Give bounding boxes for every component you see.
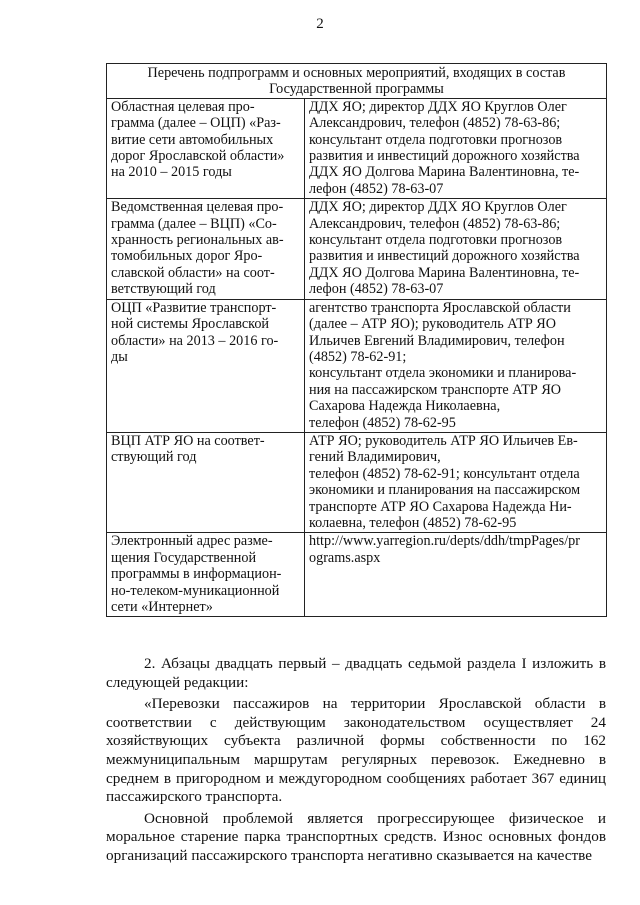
paragraph-problem: Основной проблемой является прогрессирующее физическое и моральное старение парка транспортных средств. Износ основных фондов организаций пассажирского транспорта негативно сказывается на качестве [106,809,606,864]
responsible-contact-line: (далее – АТР ЯО); руководитель АТР ЯО [309,316,557,333]
responsible-contact-line: телефон (4852) 78-62-95 [309,414,456,431]
program-url-line[interactable]: http://www.yarregion.ru/depts/ddh/tmpPages/pr [309,533,580,550]
subprogram-name-line: Электронный адрес разме- [111,533,273,550]
responsible-contact-line: ния на пассажирском транспорте АТР ЯО [309,381,562,398]
responsible-contact-line: ДДХ ЯО; директор ДДХ ЯО Круглов Олег [309,199,567,216]
subprogram-name-line: ствующий год [111,449,197,466]
table-row [107,533,607,617]
subprogram-name-line: витие сети автомобильных [111,131,274,148]
responsible-contact-line: развития и инвестиций дорожного хозяйства [309,248,580,265]
subprogram-name-line: ВЦП АТР ЯО на соответ- [111,432,265,449]
responsible-contact-line: ДДХ ЯО Долгова Марина Валентиновна, те- [309,164,580,181]
subprogram-name-line: Ведомственная целевая про- [111,199,284,216]
responsible-contact-line: лефон (4852) 78-63-07 [309,281,444,298]
responsible-contact-cell [305,98,607,198]
subprogram-name-line: Областная целевая про- [111,98,255,115]
subprogram-name-line: но-телеком-муникационной [111,582,280,599]
paragraph-transport: «Перевозки пассажиров на территории Ярославской области в соответствии с действующим законодательством осуществляет 24 хозяйствующих субъекта различной формы собственности по 162 межмуниципальным маршрутам регулярных перевозок. Ежедневно в среднем в пригородном и междугородном сообщениях работает 367 единиц пассажирского транспорта. [106,695,606,806]
responsible-contact-line: гений Владимирович, [309,449,441,466]
subprograms-table [106,63,607,617]
responsible-contact-line: экономики и планирования на пассажирском [309,482,581,499]
responsible-contact-line: консультант отдела подготовки прогнозов [309,232,563,249]
table-header-row [107,64,607,99]
responsible-contact-cell [305,299,607,432]
responsible-contact-line: ДДХ ЯО Долгова Марина Валентиновна, те- [309,264,580,281]
body-text [106,655,606,866]
subprogram-name-line: области» на 2013 – 2016 го- [111,332,279,349]
subprogram-name-cell [107,299,305,432]
table-header: Перечень подпрограмм и основных мероприятий, входящих в состав Государственной программы [107,64,607,99]
responsible-contact-line: телефон (4852) 78-62-91; консультант отдела [309,465,580,482]
responsible-contact-line: колаевна, телефон (4852) 78-62-95 [309,514,517,531]
responsible-contact-line: Сахарова Надежда Николаевна, [309,398,501,415]
program-url-line[interactable]: ograms.aspx [309,549,381,566]
subprogram-name-line: программы в информацион- [111,566,282,583]
table-row [107,98,607,198]
subprogram-name-line: ды [111,348,128,365]
table-row [107,199,607,299]
paragraph-instruction: 2. Абзацы двадцать первый – двадцать седьмой раздела I изложить в следующей редакции: [106,655,606,691]
subprogram-name-line: славской области» на соот- [111,264,275,281]
subprogram-name-cell [107,533,305,617]
subprogram-name-line: дорог Ярославской области» [111,148,285,165]
subprogram-name-line: ветствующий год [111,281,216,298]
responsible-contact-line: Александрович, телефон (4852) 78-63-86; [309,215,561,232]
responsible-contact-line: АТР ЯО; руководитель АТР ЯО Ильичев Ев- [309,432,578,449]
subprogram-name-line: сети «Интернет» [111,599,213,615]
responsible-contact-line: (4852) 78-62-91; [309,348,407,365]
responsible-contact-cell [305,199,607,299]
page-number: 2 [316,16,324,32]
subprogram-name-line: хранность региональных ав- [111,232,284,249]
table-row [107,299,607,432]
table-row [107,432,607,532]
responsible-contact-line: ДДХ ЯО; директор ДДХ ЯО Круглов Олег [309,98,567,115]
subprogram-name-cell [107,199,305,299]
responsible-contact-line: Александрович, телефон (4852) 78-63-86; [309,115,561,132]
subprogram-name-line: на 2010 – 2015 годы [111,164,232,181]
subprogram-name-line: грамма (далее – ОЦП) «Раз- [111,115,281,132]
subprogram-name-line: томобильных дорог Яро- [111,248,263,265]
subprogram-name-cell [107,432,305,532]
responsible-contact-line: лефон (4852) 78-63-07 [309,180,444,197]
subprogram-name-line: грамма (далее – ВЦП) «Со- [111,215,277,232]
responsible-contact-line: агентство транспорта Ярославской области [309,299,571,316]
responsible-contact-cell [305,432,607,532]
subprogram-name-line: щения Государственной [111,549,257,566]
responsible-contact-line: консультант отдела подготовки прогнозов [309,131,563,148]
responsible-contact-line: Ильичев Евгений Владимирович, телефон [309,332,565,349]
responsible-contact-line: транспорте АТР ЯО Сахарова Надежда Ни- [309,498,572,515]
subprogram-name-line: ной системы Ярославской [111,316,270,333]
responsible-contact-cell [305,533,607,617]
subprogram-name-cell [107,98,305,198]
subprogram-name-line: ОЦП «Развитие транспорт- [111,299,277,316]
responsible-contact-line: развития и инвестиций дорожного хозяйства [309,148,580,165]
responsible-contact-line: консультант отдела экономики и планирова- [309,365,577,382]
